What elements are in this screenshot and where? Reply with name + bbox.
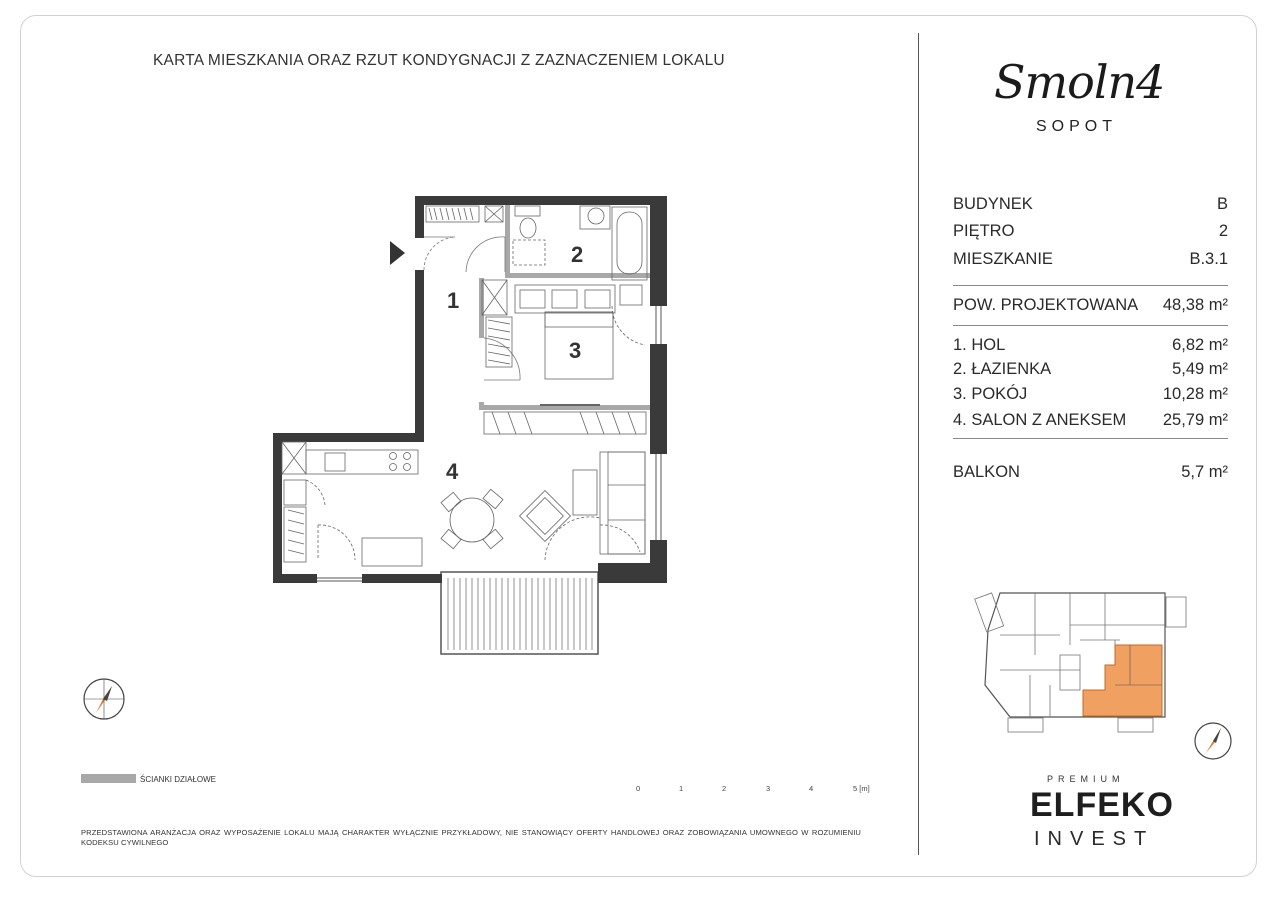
- bedroom-furniture: [484, 285, 646, 434]
- living-furniture: [520, 452, 645, 560]
- info-label: MIESZKANIE: [953, 250, 1053, 268]
- north-arrow-icon: [84, 679, 124, 719]
- room-label: 2. ŁAZIENKA: [953, 360, 1052, 378]
- info-value: 5,7 m²: [1181, 463, 1228, 481]
- room-number-2: 2: [571, 242, 584, 267]
- room-area: 25,79 m²: [1162, 411, 1228, 429]
- balcony-area: [441, 572, 598, 654]
- room-label: 1. HOL: [953, 336, 1006, 354]
- info-row-mieszkanie: [953, 250, 1228, 272]
- room-number-3: 3: [569, 338, 582, 363]
- info-value: B.3.1: [1189, 250, 1228, 268]
- north-arrow-icon: [1195, 723, 1231, 759]
- info-label: PIĘTRO: [953, 222, 1015, 240]
- info-label: BUDYNEK: [953, 195, 1033, 213]
- vertical-divider: [918, 33, 919, 855]
- room-label: 3. POKÓJ: [953, 385, 1028, 403]
- info-row-balkon: [953, 463, 1228, 485]
- scale-tick-0: 0: [636, 784, 641, 793]
- info-label: POW. PROJEKTOWANA: [953, 296, 1139, 314]
- disclaimer-text: PRZEDSTAWIONA ARANŻACJA ORAZ WYPOSAŻENIE LOKALU MAJĄ CHARAKTER WYŁĄCZNIE PRZYKŁADOWY, NIE STANOWIĄCY OFERTY HANDLOWEJ ORAZ ZOBOWIĄZANIA UMOWNEGO W ROZUMIENIU KODEKSU CYWILNEGO: [81, 828, 861, 847]
- legend-swatch: [81, 774, 136, 783]
- room-number-1: 1: [447, 288, 460, 313]
- dining-table: [441, 489, 503, 548]
- scale-tick-2: 2: [722, 784, 727, 793]
- project-location: SOPOT: [1036, 118, 1118, 135]
- kitchen: [282, 442, 422, 566]
- scale-tick-1: 1: [679, 784, 684, 793]
- room-number-4: 4: [446, 459, 459, 484]
- room-area: 6,82 m²: [1172, 336, 1228, 354]
- room-row: [953, 360, 1228, 382]
- legend-label: ŚCIANKI DZIAŁOWE: [140, 775, 217, 784]
- project-logo: Smoln4: [994, 55, 1165, 109]
- info-label: BALKON: [953, 463, 1020, 481]
- page-title: KARTA MIESZKANIA ORAZ RZUT KONDYGNACJI Z ZAZNACZENIEM LOKALU: [153, 52, 725, 69]
- developer-premium: PREMIUM: [1047, 774, 1125, 784]
- scale-tick-5: 5 [m]: [853, 784, 870, 793]
- room-row: [953, 336, 1228, 358]
- scale-tick-4: 4: [809, 784, 814, 793]
- developer-logo: ELFEKO: [1030, 786, 1174, 824]
- info-value: 2: [1218, 222, 1228, 240]
- info-row-area: [953, 296, 1228, 318]
- divider: [953, 285, 1228, 286]
- room-area: 5,49 m²: [1172, 360, 1228, 378]
- building-key-plan: [970, 585, 1240, 765]
- info-value: B: [1216, 195, 1228, 213]
- room-row: [953, 411, 1228, 433]
- room-area: 10,28 m²: [1162, 385, 1228, 403]
- room-label: 4. SALON Z ANEKSEM: [953, 411, 1127, 429]
- room-row: [953, 385, 1228, 407]
- entrance-arrow-icon: [390, 241, 405, 265]
- developer-sub: INVEST: [1034, 828, 1155, 850]
- info-row-budynek: [953, 195, 1228, 217]
- info-value: 48,38 m²: [1162, 296, 1228, 314]
- scale-tick-3: 3: [766, 784, 771, 793]
- divider: [953, 438, 1228, 439]
- divider: [953, 325, 1228, 326]
- apartment-highlight: [1083, 645, 1162, 716]
- info-row-pietro: [953, 222, 1228, 244]
